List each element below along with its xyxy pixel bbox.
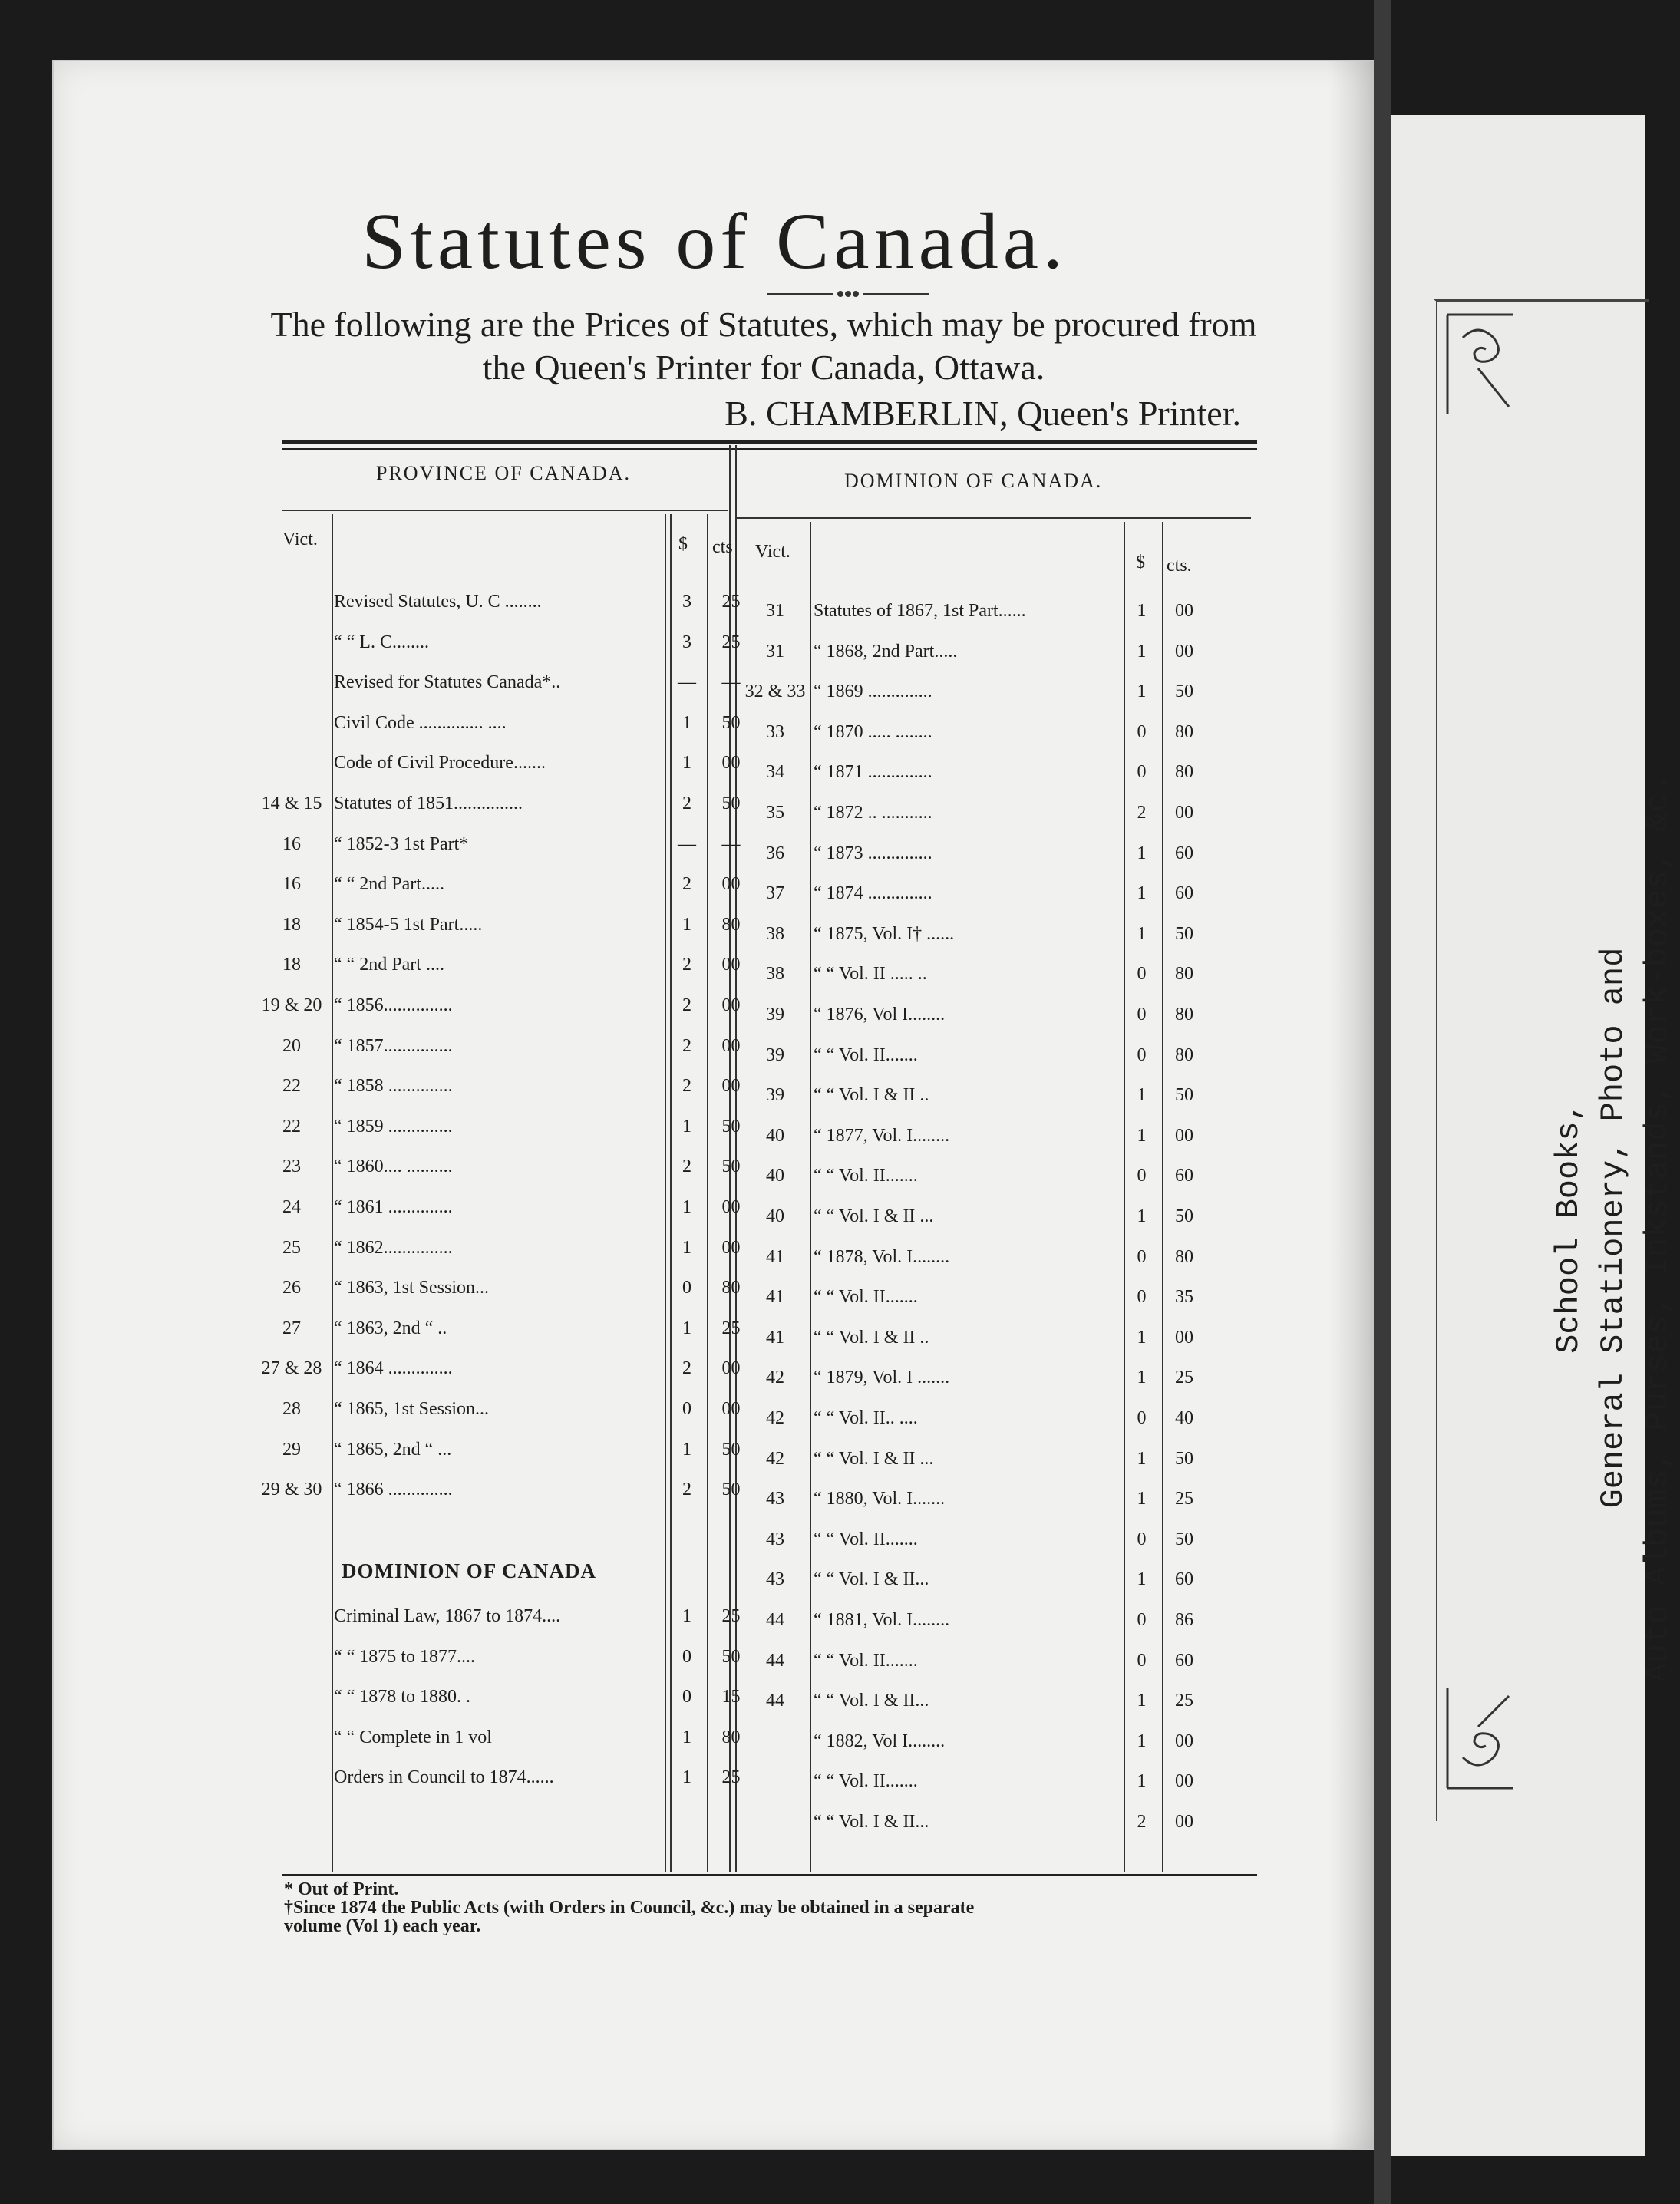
intro-line-2: the Queen's Printer for Canada, Ottawa. xyxy=(482,348,1045,387)
vict-cell: 18 xyxy=(282,914,301,935)
cents-cell: 25 xyxy=(1175,1489,1193,1509)
cents-cell: 80 xyxy=(1175,1044,1193,1065)
table-row xyxy=(54,675,1375,708)
vict-cell: 16 xyxy=(282,833,301,854)
dollars-cell: 0 xyxy=(682,1399,691,1419)
dollars-cell: 3 xyxy=(682,632,691,652)
dollars-cell: 1 xyxy=(682,1318,691,1338)
cents-cell: 25 xyxy=(1175,1368,1193,1388)
statute-cell: “ “ Vol. I & II... xyxy=(814,1569,929,1590)
dollars-cell: 1 xyxy=(1137,1206,1147,1226)
left-cents-header: cts xyxy=(712,537,733,557)
statute-cell: “ 1876, Vol I........ xyxy=(814,1005,946,1024)
dollars-cell: 1 xyxy=(682,914,691,935)
scroll-ornament-top xyxy=(1440,307,1524,422)
statute-cell: “ “ Vol. II....... xyxy=(814,1166,918,1186)
dollars-cell: — xyxy=(678,833,696,854)
dollars-cell: 0 xyxy=(1137,762,1147,783)
dollars-cell: 1 xyxy=(682,1116,691,1137)
table-row xyxy=(54,1724,1375,1758)
table-row xyxy=(54,1805,1375,1839)
statute-cell: “ 1873 .............. xyxy=(814,843,932,863)
table-row xyxy=(54,1038,1375,1072)
dollars-cell: 1 xyxy=(682,1197,691,1217)
vict-cell: 22 xyxy=(282,1116,301,1137)
dollars-cell: 1 xyxy=(682,1767,691,1788)
cents-cell: 00 xyxy=(721,955,741,975)
statute-cell: “ “ 2nd Part..... xyxy=(334,874,444,895)
table-row xyxy=(54,635,1375,668)
dollars-cell: 1 xyxy=(682,1727,691,1747)
cents-cell: 60 xyxy=(1175,1650,1193,1671)
statute-cell: “ “ Vol. II ..... .. xyxy=(814,964,927,985)
statute-cell: “ “ Vol. I & II .. xyxy=(814,1327,929,1348)
dollars-cell: 0 xyxy=(1137,1529,1147,1549)
vict-cell: 43 xyxy=(766,1529,784,1549)
table-row xyxy=(54,796,1375,830)
vict-cell: 40 xyxy=(766,1206,784,1226)
right-head-rule xyxy=(737,517,1251,519)
dollars-cell: 1 xyxy=(1137,843,1147,863)
book-page xyxy=(52,60,1377,2150)
cents-cell: 00 xyxy=(1175,1812,1193,1832)
statute-cell: “ 1880, Vol. I....... xyxy=(814,1489,946,1509)
vict-cell: 41 xyxy=(766,1327,784,1348)
vict-cell: 44 xyxy=(766,1691,784,1711)
cents-cell: 50 xyxy=(1175,1085,1193,1106)
vict-cell: 36 xyxy=(766,843,784,863)
cents-cell: 15 xyxy=(721,1687,741,1707)
vict-cell: 44 xyxy=(766,1650,784,1671)
cents-cell: 00 xyxy=(721,1076,741,1097)
vict-cell: 39 xyxy=(766,1005,784,1024)
vict-cell: 35 xyxy=(766,803,784,823)
right-cents-header: cts. xyxy=(1167,556,1192,576)
statute-cell: “ 1882, Vol I........ xyxy=(814,1731,946,1751)
statute-cell: “ “ L. C........ xyxy=(334,632,429,652)
statute-cell: Statutes of 1851............... xyxy=(334,794,523,813)
dollars-cell: 1 xyxy=(682,1237,691,1258)
dollars-cell: 1 xyxy=(1137,1085,1147,1106)
dollars-cell: 1 xyxy=(1137,923,1147,944)
vict-cell: 28 xyxy=(282,1399,301,1419)
table-row xyxy=(54,1119,1375,1153)
left-subheading: DOMINION OF CANADA xyxy=(342,1559,596,1582)
vict-cell: 41 xyxy=(766,1287,784,1308)
statute-cell: “ “ Vol. II....... xyxy=(814,1771,918,1792)
statute-cell: “ “ Vol. II....... xyxy=(814,1044,918,1065)
vict-cell: 19 & 20 xyxy=(261,995,322,1015)
bottom-rule xyxy=(282,1874,1257,1876)
table-row xyxy=(54,1644,1375,1678)
vict-cell: 14 & 15 xyxy=(261,794,322,813)
dollars-cell: 1 xyxy=(682,1606,691,1626)
vict-cell: 42 xyxy=(766,1408,784,1428)
vict-cell: 16 xyxy=(282,874,301,895)
cents-cell: 50 xyxy=(721,1156,741,1177)
ad-text xyxy=(1546,774,1680,1683)
table-row xyxy=(54,1523,1375,1556)
cents-cell: 25 xyxy=(721,1606,741,1626)
statute-cell: “ “ Vol. I & II... xyxy=(814,1691,929,1711)
cents-cell: 50 xyxy=(1175,1206,1193,1226)
ad-line-1: School Books, xyxy=(1550,1102,1587,1354)
vict-cell: 44 xyxy=(766,1610,784,1630)
dollars-cell: 1 xyxy=(1137,1368,1147,1388)
cents-cell: — xyxy=(721,672,741,693)
cents-cell: 50 xyxy=(721,712,741,733)
cents-cell: 00 xyxy=(721,1237,741,1258)
vict-cell: 40 xyxy=(766,1125,784,1146)
left-heading: PROVINCE OF CANADA. xyxy=(376,462,631,484)
vict-cell: 42 xyxy=(766,1448,784,1469)
cents-cell: 50 xyxy=(1175,1529,1193,1549)
statute-cell: “ 1870 ..... ........ xyxy=(814,721,932,742)
vict-cell: 41 xyxy=(766,1246,784,1267)
cents-cell: 50 xyxy=(1175,923,1193,944)
dollars-cell: 2 xyxy=(682,1156,691,1177)
dollars-cell: 1 xyxy=(1137,1327,1147,1348)
statute-cell: “ 1863, 2nd “ .. xyxy=(334,1318,447,1338)
table-row xyxy=(54,1280,1375,1314)
vict-cell: 31 xyxy=(766,641,784,662)
table-row xyxy=(54,998,1375,1031)
cents-cell: 50 xyxy=(721,794,741,813)
cents-cell: 25 xyxy=(721,1767,741,1788)
statute-cell: “ “ Vol. I & II ... xyxy=(814,1206,934,1226)
cents-cell: 25 xyxy=(721,592,741,612)
dollars-cell: 1 xyxy=(1137,681,1147,702)
vict-cell: 43 xyxy=(766,1489,784,1509)
dollars-cell: 0 xyxy=(1137,1246,1147,1267)
table-row xyxy=(54,1159,1375,1193)
statute-cell: “ 1854-5 1st Part..... xyxy=(334,914,483,935)
statute-cell: “ 1859 .............. xyxy=(334,1116,453,1137)
cents-cell: 80 xyxy=(1175,964,1193,985)
statute-cell: “ 1871 .............. xyxy=(814,762,932,783)
table-row xyxy=(54,1078,1375,1112)
cents-cell: 50 xyxy=(721,1480,741,1500)
dollars-cell: 2 xyxy=(682,1358,691,1379)
statute-cell: “ 1865, 2nd “ ... xyxy=(334,1439,452,1460)
statute-cell: Revised for Statutes Canada*.. xyxy=(334,672,561,693)
dollars-cell: 1 xyxy=(1137,1691,1147,1711)
statute-cell: “ 1852-3 1st Part* xyxy=(334,833,469,854)
right-heading: DOMINION OF CANADA. xyxy=(844,470,1103,492)
statute-cell: “ 1860.... .......... xyxy=(334,1156,453,1177)
footnote-separate-volume: †Since 1874 the Public Acts (with Orders in Council, &c.) may be obtained in a separate xyxy=(284,1898,975,1918)
right-dollar-header: $ xyxy=(1136,553,1145,572)
vict-cell: 20 xyxy=(282,1035,301,1056)
footnote-out-of-print: * Out of Print. xyxy=(284,1879,399,1899)
cents-cell: 35 xyxy=(1175,1287,1193,1308)
cents-cell: 00 xyxy=(721,1358,741,1379)
dollars-cell: 3 xyxy=(682,592,691,612)
table-row xyxy=(54,957,1375,991)
facing-page xyxy=(1391,115,1676,2156)
dollars-cell: 2 xyxy=(682,1035,691,1056)
dollars-cell: 2 xyxy=(682,794,691,813)
dollars-cell: — xyxy=(678,672,696,693)
table-row xyxy=(54,594,1375,628)
cents-cell: 80 xyxy=(1175,721,1193,742)
table-row xyxy=(54,836,1375,870)
dollars-cell: 0 xyxy=(1137,721,1147,742)
cents-cell: 00 xyxy=(721,874,741,895)
dollars-cell: 1 xyxy=(682,1439,691,1460)
statute-cell: “ 1858 .............. xyxy=(334,1076,453,1097)
dollars-cell: 1 xyxy=(682,753,691,774)
cents-cell: 80 xyxy=(1175,1246,1193,1267)
statute-cell: “ 1878, Vol. I........ xyxy=(814,1246,950,1267)
table-row xyxy=(54,1321,1375,1354)
table-row xyxy=(54,1562,1375,1596)
statute-cell: Code of Civil Procedure....... xyxy=(334,753,546,774)
statute-cell: “ 1877, Vol. I........ xyxy=(814,1125,950,1146)
dollars-cell: 2 xyxy=(682,955,691,975)
cents-cell: 00 xyxy=(1175,803,1193,823)
cents-cell: 50 xyxy=(1175,681,1193,702)
dollars-cell: 2 xyxy=(682,1480,691,1500)
dollars-cell: 2 xyxy=(682,874,691,895)
statute-cell: “ 1856............... xyxy=(334,995,453,1015)
dollars-cell: 1 xyxy=(1137,1125,1147,1146)
statute-cell: Criminal Law, 1867 to 1874.... xyxy=(334,1606,561,1626)
dollars-cell: 0 xyxy=(682,1646,691,1667)
cents-cell: 00 xyxy=(721,995,741,1015)
cents-cell: 25 xyxy=(1175,1691,1193,1711)
table-row xyxy=(54,1361,1375,1394)
statute-cell: “ “ 1875 to 1877.... xyxy=(334,1646,475,1667)
statute-cell: “ 1861 .............. xyxy=(334,1197,453,1217)
dollars-cell: 2 xyxy=(682,1076,691,1097)
vict-cell: 25 xyxy=(282,1237,301,1258)
cents-cell: — xyxy=(721,833,741,854)
cents-cell: 50 xyxy=(721,1116,741,1137)
dollars-cell: 0 xyxy=(1137,1166,1147,1186)
cents-cell: 00 xyxy=(721,1399,741,1419)
dollars-cell: 1 xyxy=(1137,1771,1147,1792)
statute-cell: “ 1874 .............. xyxy=(814,883,932,904)
vict-cell: 22 xyxy=(282,1076,301,1097)
statute-cell: “ 1866 .............. xyxy=(334,1480,453,1500)
intro-line-1: The following are the Prices of Statutes, which may be procured from xyxy=(270,305,1257,344)
statute-cell: “ 1868, 2nd Part..... xyxy=(814,641,958,662)
statute-cell: “ “ Vol. II....... xyxy=(814,1529,918,1549)
vict-cell: 18 xyxy=(282,955,301,975)
vict-cell: 39 xyxy=(766,1085,784,1106)
cents-cell: 00 xyxy=(1175,1731,1193,1751)
dollars-cell: 1 xyxy=(1137,883,1147,904)
statute-cell: “ 1872 .. ........... xyxy=(814,803,932,823)
left-dollar-header: $ xyxy=(678,534,688,554)
dollars-cell: 1 xyxy=(1137,601,1147,621)
printer-signature: B. CHAMBERLIN, Queen's Printer. xyxy=(724,394,1241,433)
vict-cell: 40 xyxy=(766,1166,784,1186)
cents-cell: 00 xyxy=(721,1197,741,1217)
top-rule-thin xyxy=(282,448,1257,450)
cents-cell: 80 xyxy=(721,1727,741,1747)
vict-cell: 38 xyxy=(766,964,784,985)
dollars-cell: 1 xyxy=(1137,1489,1147,1509)
cents-cell: 80 xyxy=(1175,1005,1193,1024)
statute-cell: Statutes of 1867, 1st Part...... xyxy=(814,601,1026,621)
dollars-cell: 1 xyxy=(1137,1448,1147,1469)
statute-cell: “ 1862............... xyxy=(334,1237,453,1258)
book-spine xyxy=(1374,0,1391,2204)
table-row xyxy=(54,1482,1375,1516)
left-head-rule xyxy=(282,510,728,511)
dollars-cell: 0 xyxy=(1137,1005,1147,1024)
table-row xyxy=(54,1764,1375,1798)
ad-line-2: General Stationery, Photo and xyxy=(1595,947,1632,1509)
cents-cell: 25 xyxy=(721,1318,741,1338)
dollars-cell: 2 xyxy=(682,995,691,1015)
statute-cell: “ 1857............... xyxy=(334,1035,453,1056)
vict-cell: 37 xyxy=(766,883,784,904)
cents-cell: 80 xyxy=(1175,762,1193,783)
table-row xyxy=(54,1199,1375,1233)
cents-cell: 00 xyxy=(721,1035,741,1056)
cents-cell: 50 xyxy=(721,1439,741,1460)
dollars-cell: 0 xyxy=(1137,1610,1147,1630)
dollars-cell: 0 xyxy=(682,1278,691,1298)
statute-cell: “ “ Complete in 1 vol xyxy=(334,1727,492,1747)
statute-cell: “ “ 1878 to 1880. . xyxy=(334,1687,470,1707)
statute-cell: “ 1869 .............. xyxy=(814,681,932,702)
vict-cell: 33 xyxy=(766,721,784,742)
dollars-cell: 0 xyxy=(1137,964,1147,985)
statute-cell: “ “ 2nd Part .... xyxy=(334,955,444,975)
cents-cell: 00 xyxy=(1175,641,1193,662)
statute-cell: “ “ Vol. I & II .. xyxy=(814,1085,929,1106)
table-row xyxy=(54,755,1375,789)
vict-cell: 38 xyxy=(766,923,784,944)
dollars-cell: 1 xyxy=(682,712,691,733)
cents-cell: 50 xyxy=(1175,1448,1193,1469)
footnote-volume: volume (Vol 1) each year. xyxy=(284,1916,481,1936)
cents-cell: 80 xyxy=(721,1278,741,1298)
cents-cell: 60 xyxy=(1175,1569,1193,1590)
statute-cell: “ “ Vol. II.. .... xyxy=(814,1408,918,1428)
table-row xyxy=(54,1401,1375,1435)
dollars-cell: 2 xyxy=(1137,803,1147,823)
statute-cell: “ 1864 .............. xyxy=(334,1358,453,1379)
dollars-cell: 1 xyxy=(1137,1731,1147,1751)
cents-cell: 86 xyxy=(1175,1610,1193,1630)
right-vict-header: Vict. xyxy=(755,542,790,562)
dollars-cell: 0 xyxy=(682,1687,691,1707)
vict-cell: 43 xyxy=(766,1569,784,1590)
left-vict-header: Vict. xyxy=(282,530,318,549)
table-row xyxy=(54,1684,1375,1717)
vict-cell: 32 & 33 xyxy=(744,681,806,702)
vict-cell: 26 xyxy=(282,1278,301,1298)
statute-cell: “ 1879, Vol. I ....... xyxy=(814,1368,950,1388)
dollars-cell: 2 xyxy=(1137,1812,1147,1832)
statute-cell: “ 1875, Vol. I† ...... xyxy=(814,923,955,944)
vict-cell: 27 & 28 xyxy=(261,1358,322,1379)
table-row xyxy=(54,1603,1375,1637)
page-title: Statutes of Canada. xyxy=(361,197,1068,285)
statute-cell: “ 1865, 1st Session... xyxy=(334,1399,490,1419)
vict-cell: 29 & 30 xyxy=(261,1480,322,1500)
statute-cell: “ “ Vol. II....... xyxy=(814,1287,918,1308)
statute-cell: “ “ Vol. II....... xyxy=(814,1650,918,1671)
top-rule-thick xyxy=(282,440,1257,444)
table-row xyxy=(54,1240,1375,1274)
vict-cell: 34 xyxy=(766,762,784,783)
table-row xyxy=(54,917,1375,951)
cents-cell: 00 xyxy=(1175,601,1193,621)
statute-cell: Civil Code .............. .... xyxy=(334,712,507,733)
vict-cell: 24 xyxy=(282,1197,301,1217)
cents-cell: 00 xyxy=(1175,1327,1193,1348)
cents-cell: 00 xyxy=(1175,1125,1193,1146)
cents-cell: 60 xyxy=(1175,1166,1193,1186)
cents-cell: 60 xyxy=(1175,883,1193,904)
dollars-cell: 1 xyxy=(1137,641,1147,662)
vict-cell: 42 xyxy=(766,1368,784,1388)
vict-cell: 23 xyxy=(282,1156,301,1177)
scroll-ornament-bottom xyxy=(1440,1681,1524,1796)
cents-cell: 60 xyxy=(1175,843,1193,863)
dollars-cell: 1 xyxy=(1137,1569,1147,1590)
statute-cell: “ “ Vol. I & II... xyxy=(814,1812,929,1832)
cents-cell: 40 xyxy=(1175,1408,1193,1428)
vict-cell: 39 xyxy=(766,1044,784,1065)
cents-cell: 50 xyxy=(721,1646,741,1667)
vict-cell: 29 xyxy=(282,1439,301,1460)
statute-cell: “ “ Vol. I & II ... xyxy=(814,1448,934,1469)
statute-cell: Orders in Council to 1874...... xyxy=(334,1767,554,1788)
dollars-cell: 0 xyxy=(1137,1287,1147,1308)
statute-cell: Revised Statutes, U. C ........ xyxy=(334,592,542,612)
statute-cell: “ 1881, Vol. I........ xyxy=(814,1610,950,1630)
cents-cell: 00 xyxy=(1175,1771,1193,1792)
cents-cell: 80 xyxy=(721,914,741,935)
table-row xyxy=(54,715,1375,749)
ad-line-3: Auto Albums, Purses, Inkstands, Work-boxes, &c. xyxy=(1639,773,1676,1683)
vict-cell: 31 xyxy=(766,601,784,621)
title-ornament xyxy=(767,286,929,302)
table-row xyxy=(54,876,1375,910)
dollars-cell: 0 xyxy=(1137,1408,1147,1428)
dollars-cell: 0 xyxy=(1137,1044,1147,1065)
cents-cell: 25 xyxy=(721,632,741,652)
dollars-cell: 0 xyxy=(1137,1650,1147,1671)
table-row xyxy=(54,1442,1375,1476)
statute-cell: “ 1863, 1st Session... xyxy=(334,1278,490,1298)
vict-cell: 27 xyxy=(282,1318,301,1338)
cents-cell: 00 xyxy=(721,753,741,774)
